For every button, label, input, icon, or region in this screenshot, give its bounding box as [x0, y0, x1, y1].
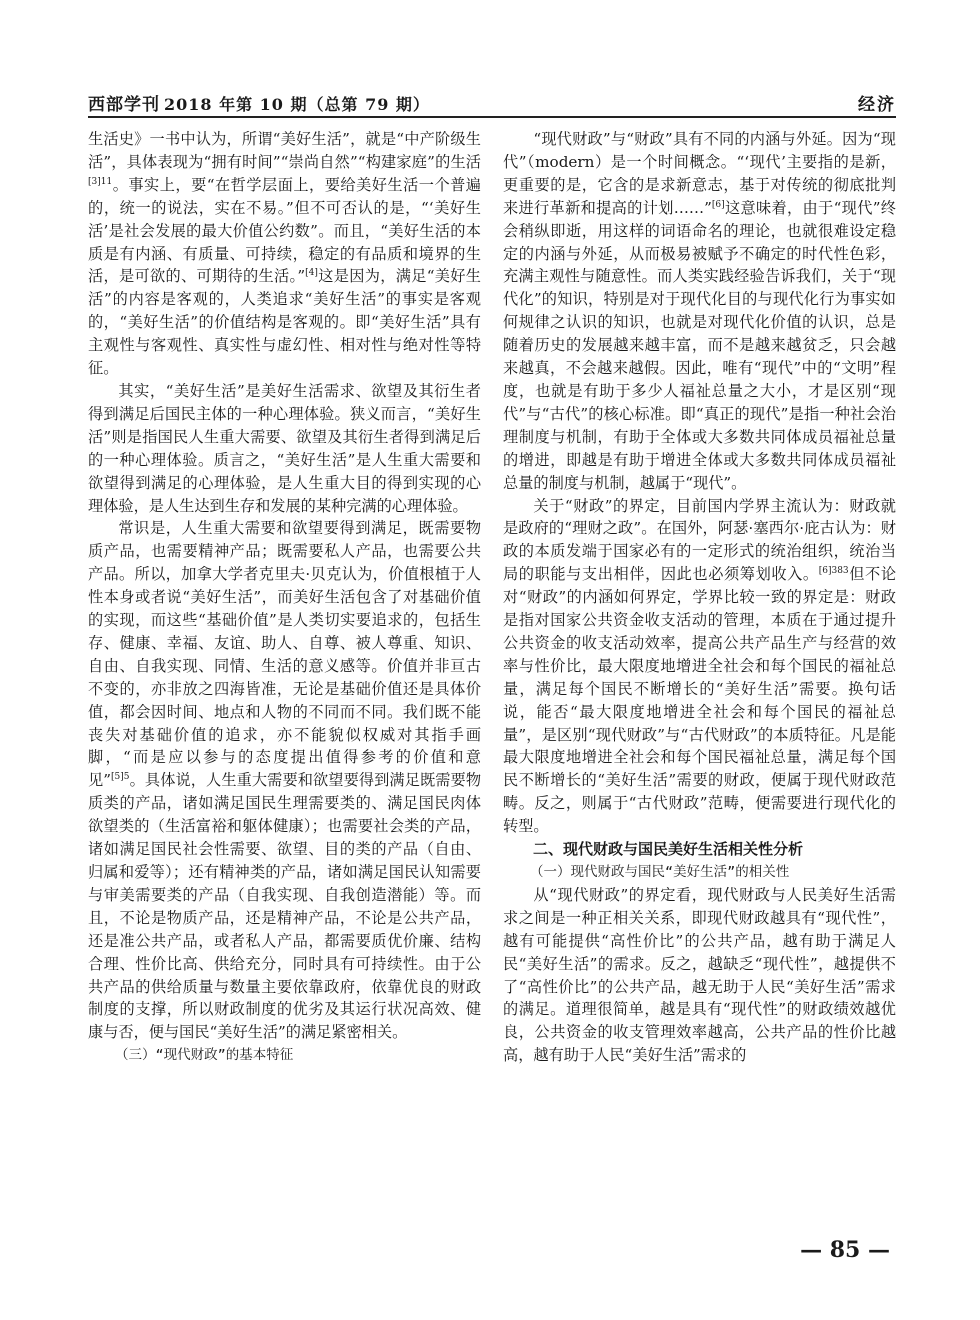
subsection-heading: （一）现代财政与国民“美好生活”的相关性: [530, 864, 790, 880]
page-number: — 85 —: [800, 1237, 890, 1263]
paragraph: 其实，“美好生活”是美好生活需求、欲望及其衍生者得到满足后国民主体的一种心理体验。狭义而言，“美好生活”则是指国民人生重大需要、欲望及其衍生者得到满足后的一种心理体验。质言之，“美好生活”是人生重大需要和欲望得到满足的心理体验，是人生重大目的得到实现的心理体验，是人生达到生存和发展的某种完满的心理体验。: [88, 381, 481, 515]
citation: [5]5: [111, 772, 130, 783]
paragraph: [503, 128, 896, 495]
paragraph: [88, 128, 481, 380]
paragraph: 从“现代财政”的界定看，现代财政与人民美好生活需求之间是一种正相关关系，即现代财政越具有“现代性”，越有可能提供“高性价比”的公共产品，越有助于满足人民“美好生活”的需求。反之，越缺乏“现代性”，越提供不了“高性价比”的公共产品，越无助于人民“美好生活”需求的满足。道理很简单，越是具有“现代性”的财政绩效越优良，公共资金的收支管理效率越高，公共产品的性价比越高，越有助于人民“美好生活”需求的: [503, 885, 896, 1065]
paragraph-text: 常识是，人生重大需要和欲望要得到满足，既需要物质产品，也需要精神产品；既需要私人产品，也需要公共产品。所以，加拿大学者克里夫·贝克认为，价值根植于人性本身或者说“美好生活”，而美好生活包含了对基础价值的实现，而这些“基础价值”是人类切实要追求的，包括生存、健康、幸福、友谊、助人、自尊、被人尊重、知识、自由、自我实现、同情、生活的意义感等。价值并非亘古不变的，亦非放之四海皆准，无论是基础价值还是具体价值，都会因时间、地点和人物的不同而不同。我们既不能丧失对基础价值的追求，亦不能貌似权威对其指手画脚，“而是应以参与的态度提出值得参考的价值和意见”: [88, 519, 481, 790]
paragraph: [503, 495, 896, 839]
citation: [6]: [711, 199, 725, 210]
paragraph-text: 。事实上，要“在哲学层面上，要给美好生活一个普遍的，统一的说法，实在不易。”但不可否认的是，“‘美好生活’是社会发展的最大价值公约数”。而且，“美好生活的本质是有内涵、有质量、可持续，稳定的有品质和境界的生活，是可欲的、可期待的生活。”: [88, 175, 481, 286]
header-divider: [88, 116, 896, 118]
issue-info: 2018 年第 10 期（总第 79 期）: [164, 95, 430, 114]
citation: [3]11: [88, 176, 113, 187]
paragraph-text: 这是因为，满足“美好生活”的内容是客观的，人类追求“美好生活”的事实是客观的，“美好生活”的价值结构是客观的。即“美好生活”具有主观性与客观性、真实性与虚幻性、相对性与绝对性等特征。: [88, 267, 481, 378]
paragraph-text: 但不论对“财政”的内涵如何界定，学界比较一致的界定是：财政是指对国家公共资金收支活动的管理，本质在于通过提升公共资金的收支活动效率，提高公共产品生产与经营的效率与性价比，最大限度地增进全社会和每个国民的福祉总量，满足每个国民不断增长的“美好生活”需要。换句话说，能否“最大限度地增进全社会和每个国民的福祉总量”，是区别“现代财政”与“古代财政”的本质特征。凡是能最大限度地增进全社会和每个国民福祉总量，满足每个国民不断增长的“美好生活”需要的财政，便属于现代财政范畴。反之，则属于“古代财政”范畴，便需要进行现代化的转型。: [503, 565, 897, 836]
paragraph-text: “现代财政”与“财政”具有不同的内涵与外延。因为“现代”（modern）是一个时间概念。“‘现代’主要指的是新，更重要的是，它含的是求新意志，基于对传统的彻底批判来进行革新和提高的计划……”: [503, 130, 896, 217]
paragraph-text: 生活史》一书中认为，所谓“美好生活”，就是“中产阶级生活”，具体表现为“拥有时间”“崇尚自然”“构建家庭”的生活: [88, 130, 481, 171]
subsection-heading: （三）“现代财政”的基本特征: [115, 1047, 294, 1064]
citation: [6]383: [818, 566, 849, 577]
journal-logo: 西部学刊: [88, 95, 160, 115]
paragraph-text: 关于“财政”的界定，目前国内学界主流认为：财政就是政府的“理财之政”。在国外，阿瑟·塞西尔·庇古认为：财政的本质发端于国家必有的一定形式的统治组织，统治当局的职能与支出相伴，因此也必须筹划收入。: [503, 496, 896, 584]
journal-title: [88, 90, 430, 115]
section-heading: 二、现代财政与国民美好生活相关性分析: [533, 840, 804, 859]
citation: [4]: [305, 268, 318, 279]
running-header: [88, 88, 896, 114]
left-column: [88, 128, 481, 1067]
paragraph-text: 。具体说，人生重大需要和欲望要得到满足既需要物质类的产品，诸如满足国民生理需要类的、满足国民肉体欲望类的（生活富裕和躯体健康）；也需要社会类的产品，诸如满足国民社会性需要、欲望、目的类的产品（自由、归属和爱等）；还有精神类的产品，诸如满足国民认知需要与审美需要类的产品（自我实现、自我创造潜能）等。而且，不论是物质产品，还是精神产品，不论是公共产品，还是准公共产品，或者私人产品，都需要质优价廉、结构合理、性价比高、供给充分，同时具有可持续性。由于公共产品的供给质量与数量主要依靠政府，依靠优良的财政制度的支撑，所以财政制度的优劣及其运行状况高效、健康与否，便与国民“美好生活”的满足紧密相关。: [88, 771, 481, 1042]
paragraph: [88, 517, 481, 1044]
right-column: [503, 128, 896, 1067]
section-label: 经济: [858, 95, 896, 115]
paragraph-text: 这意味着，由于“现代”终会稍纵即逝，用这样的词语命名的理论，也就很难设定稳定的内涵与外延，从而极易被赋予不确定的时代性色彩，充满主观性与随意性。而人类实践经验告诉我们，关于“现代化”的知识，特别是对于现代化目的与现代化行为事实如何规律之认识的知识，也就是对现代化价值的认识，总是随着历史的发展越来越丰富，而不是越来越贫乏，只会越来越真，不会越来越假。因此，唯有“现代”中的“文明”程度，也就是有助于多少人福祉总量之大小，才是区别“现代”与“古代”的核心标准。即“真正的现代”是指一种社会治理制度与机制，有助于全体或大多数共同体成员福祉总量的增进，即越是有助于增进全体或大多数共同体成员福祉总量的制度与机制，越属于“现代”。: [503, 198, 896, 492]
